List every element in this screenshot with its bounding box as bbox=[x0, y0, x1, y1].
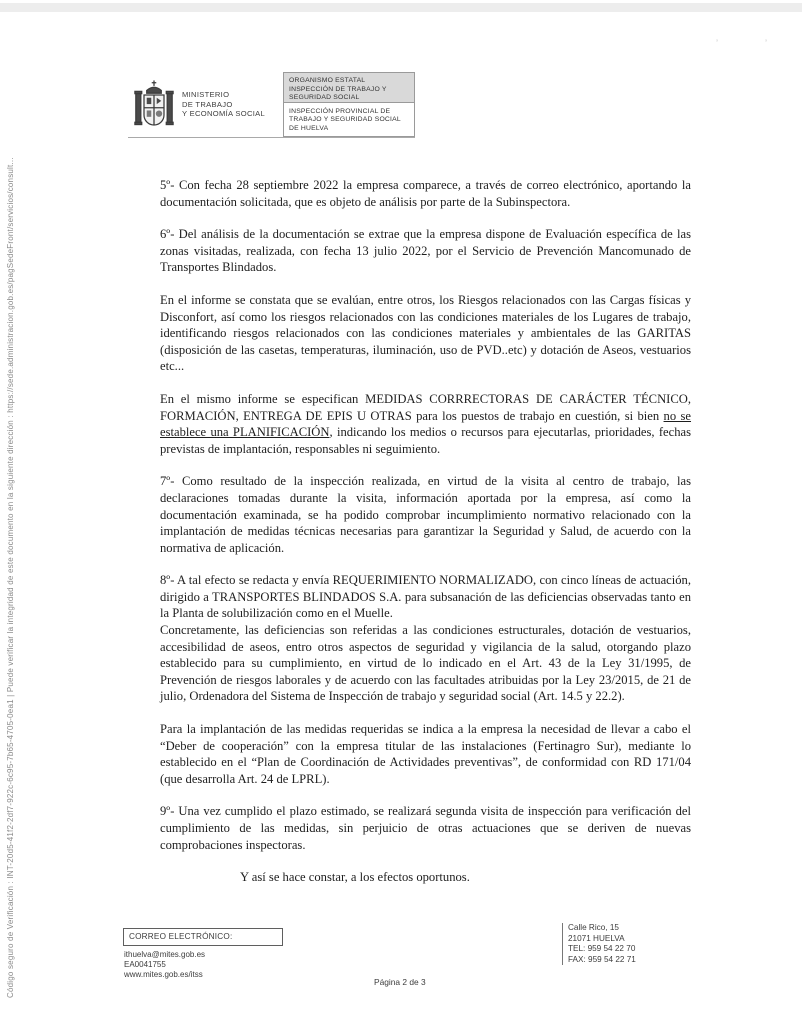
ministry-name bbox=[182, 90, 265, 119]
paragraph-5: 5º- Con fecha 28 septiembre 2022 la empresa comparece, a través de correo electrónico, aportando la documentación solicitada, que es objeto de análisis por parte de la Subinspectora. bbox=[160, 178, 691, 209]
paragraph-informe: En el informe se constata que se evalúan, entre otros, los Riesgos relacionados con las Cargas físicas y Disconfort, así como los riesgos relacionados con las condiciones materiales de los Lugares de trabajo, identificando riesgos relacionados con las condiciones materiales y ambientales de las GARITAS (disposición de las casetas, temperaturas, iluminación, uso de PVD..etc) y dotación de Aseos, vestuarios etc... bbox=[160, 292, 691, 374]
office-code: EA0041755 bbox=[124, 960, 166, 969]
closing-statement: Y así se hace constar, a los efectos oportunos. bbox=[240, 870, 470, 885]
verification-code-sidebar-text: Código seguro de Verificación : INT-20d5-41f2-2df7-922c-6c95-7b65-4705-0ea1 | Puede verificar la integridad de este documento en la siguiente dirección : https://sede.administracion.gob.es/pagSedeFront/servicios/consult... bbox=[6, 157, 15, 998]
paragraph-9: 9º- Una vez cumplido el plazo estimado, se realizará segunda visita de inspección para verificación del cumplimiento de las medidas, sin perjuicio de otras actuaciones que se deriven de nuevas comprobaciones inspectoras. bbox=[160, 804, 691, 852]
ministry-name-line: DE TRABAJO bbox=[182, 99, 233, 109]
org-box-provincial bbox=[283, 103, 415, 137]
email-address: ithuelva@mites.gob.es bbox=[124, 950, 206, 959]
page-indicator: Página 2 de 3 bbox=[374, 977, 426, 987]
letterhead-org-boxes bbox=[283, 72, 415, 137]
office-address-block bbox=[562, 923, 692, 965]
spain-coat-of-arms-icon bbox=[134, 79, 174, 131]
ministry-name-line: Y ECONOMÍA SOCIAL bbox=[182, 109, 266, 119]
letterhead bbox=[128, 72, 415, 138]
paragraph-medidas-post: , indicando los medios o recursos para ejecutarlas, prioridades, fechas previstas de implantación, responsables ni seguimiento. bbox=[160, 425, 691, 456]
paragraph-7: 7º- Como resultado de la inspección realizada, en virtud de la visita al centro de trabajo, las declaraciones tomadas durante la visita, información aportada por la empresa, así como la documentación examinada, se ha podido comprobar incumplimiento normativo relacionado con la implantación de medidas técnicas necesarias para garantizar la Seguridad y Salud, de acuerdo con la normativa de aplicación. bbox=[160, 474, 691, 555]
letterhead-left bbox=[128, 72, 283, 137]
paragraph-concretamente: Concretamente, las deficiencias son referidas a las condiciones estructurales, dotación de vestuarios, accesibilidad de aseos, entro otros aspectos de seguridad y vigilancia de la salud, otorgando plazo establecido para su cumplimiento, en virtud de lo indicado en el Art. 43 de la Ley 31/1995, de Prevención de riesgos laborales y de acuerdo con las facultades atribuidas por la Ley 23/2015, de 21 de julio, Ordenadora del Sistema de Inspección de trabajo y seguridad social (Art. 14.5 y 22.2). bbox=[160, 623, 691, 704]
paragraph-medidas-pre: En el mismo informe se especifican MEDIDAS CORRRECTORAS DE CARÁCTER TÉCNICO, FORMACIÓN, ENTREGA DE EPIS U OTRAS para los puestos de trabajo en cuestión, si bien bbox=[160, 391, 691, 423]
paragraph-medidas bbox=[160, 391, 691, 457]
org-box-estatal: ORGANISMO ESTATAL INSPECCIÓN DE TRABAJO Y SEGURIDAD SOCIAL bbox=[283, 72, 415, 103]
address-line: Calle Rico, 15 bbox=[568, 923, 619, 932]
paragraph-6: 6º- Del análisis de la documentación se extrae que la empresa dispone de Evaluación específica de las zonas visitadas, realizada, con fecha 13 julio 2022, por el Servicio de Prevención Mancomunado de Transportes Blindados. bbox=[160, 227, 691, 275]
address-line: FAX: 959 54 22 71 bbox=[568, 954, 636, 964]
scan-edge-strip bbox=[0, 3, 802, 12]
scan-artifact: ’ bbox=[716, 38, 718, 48]
scan-artifact: ’ bbox=[765, 38, 767, 48]
document-body bbox=[160, 177, 691, 902]
ministry-name-line: MINISTERIO bbox=[182, 90, 230, 100]
address-line: TEL: 959 54 22 70 bbox=[568, 944, 636, 954]
footer-contact-lines bbox=[124, 950, 205, 980]
org-box-provincial-text: INSPECCIÓN PROVINCIAL DE TRABAJO Y SEGURIDAD SOCIAL DE HUELVA bbox=[289, 107, 401, 132]
address-line: 21071 HUELVA bbox=[568, 933, 625, 943]
paragraph-medidas-underlined: no se establece una PLANIFICACIÓN bbox=[160, 408, 692, 440]
paragraph-implantacion: Para la implantación de las medidas requeridas se indica a la empresa la necesidad de llevar a cabo el “Deber de cooperación” con la empresa titular de las instalaciones (Fertinagro Sur), mediante lo establecido en el “Plan de Coordinación de Actividades preventivas”, de conformidad con RD 171/04 (que desarrolla Art. 24 de LPRL). bbox=[160, 722, 691, 786]
website-url: www.mites.gob.es/itss bbox=[124, 970, 203, 979]
email-box-label: CORREO ELECTRÓNICO: bbox=[123, 928, 283, 946]
paragraph-8: 8º- A tal efecto se redacta y envía REQUERIMIENTO NORMALIZADO, con cinco líneas de actuación, dirigido a TRANSPORTES BLINDADOS S.A. para subsanación de las deficiencias observadas tanto en la Planta de solubilización como en el Muelle. bbox=[160, 573, 691, 621]
